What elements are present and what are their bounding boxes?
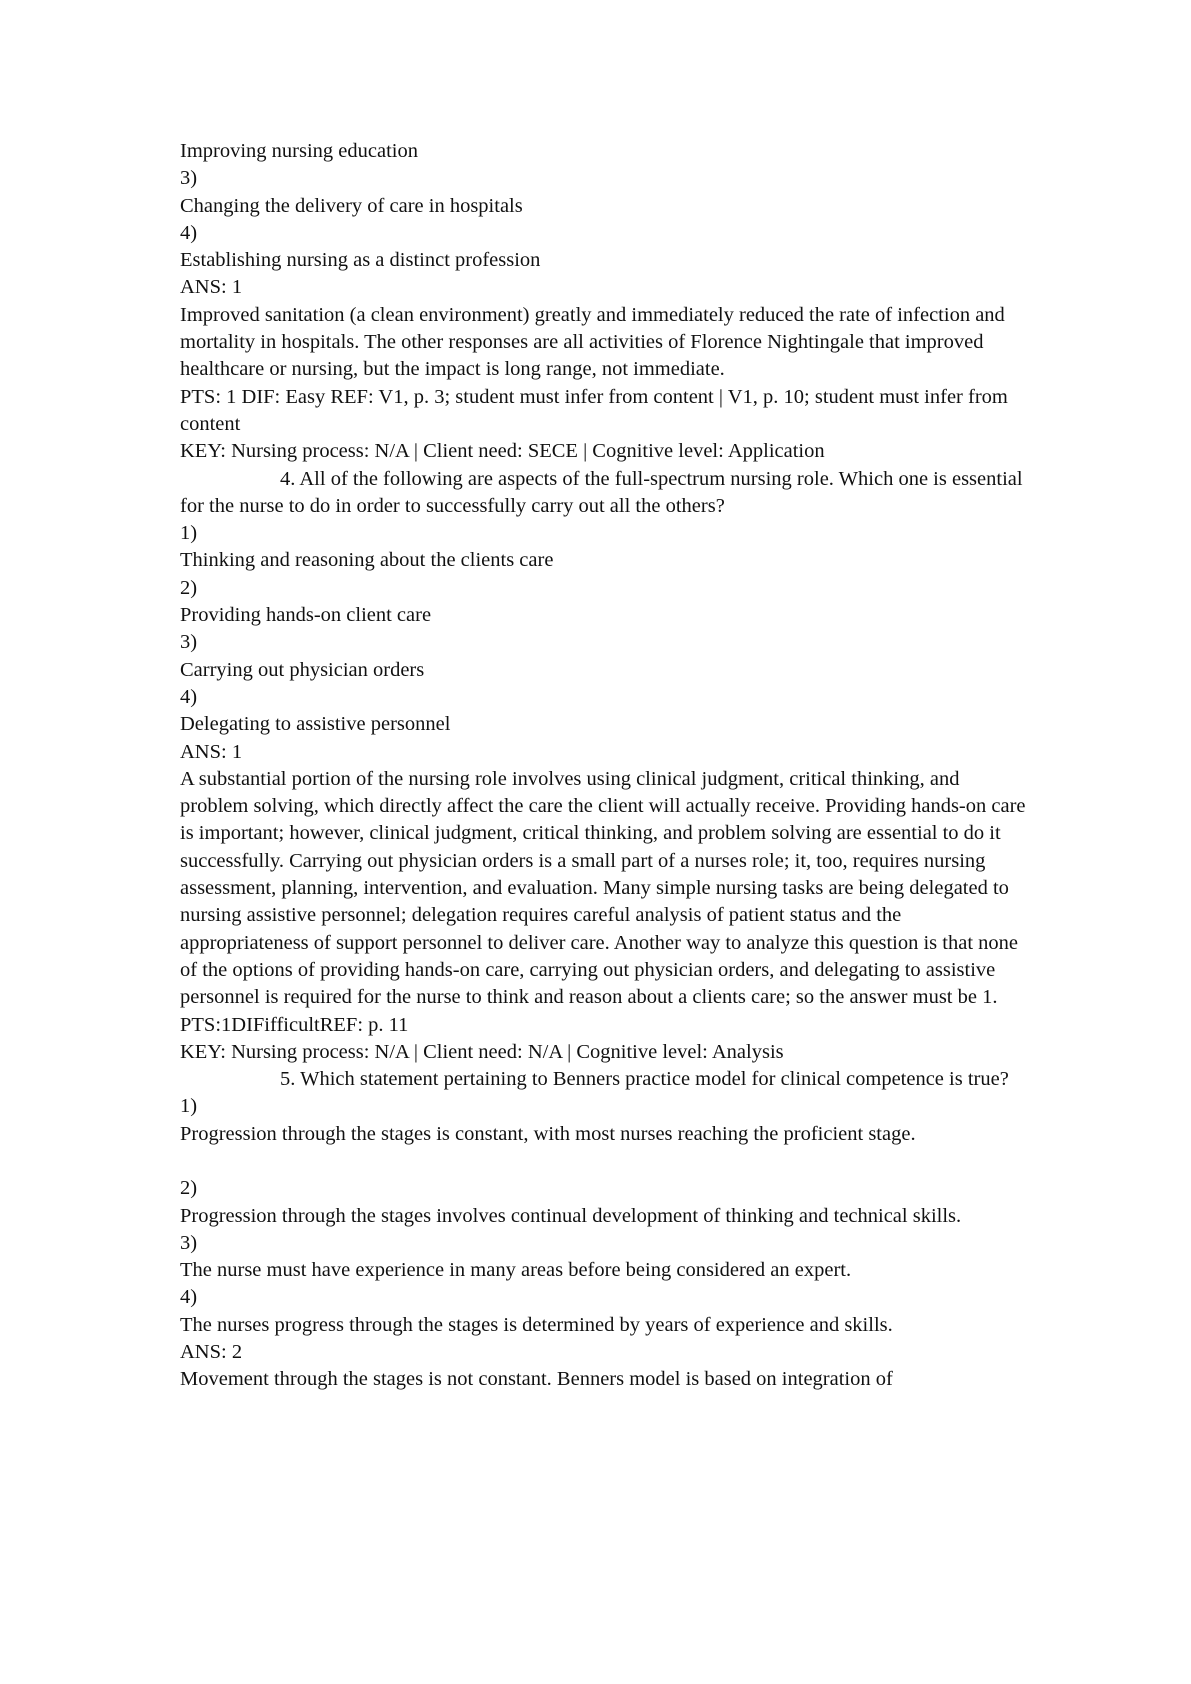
q5-stem: 5. Which statement pertaining to Benners practice model for clinical competence is true? [280,1068,1009,1091]
blank-line [180,1148,1030,1175]
q3-option-2-text: Improving nursing education [180,140,418,162]
q5-option-1-number: 1) [180,1095,198,1118]
q5-rationale-start: Movement through the stages is not constant. Benners model is based on integration of [180,1368,893,1391]
q5-option-4-text: The nurses progress through the stages is determined by years of experience and skills. [180,1313,893,1336]
q5-answer: ANS: 2 [180,1341,243,1364]
q3-option-4-number: 4) [180,221,198,244]
q4-option-4-text: Delegating to assistive personnel [180,713,451,736]
q4-answer: ANS: 1 [180,740,243,763]
document-page [180,138,1030,1394]
q3-rationale: Improved sanitation (a clean environment) greatly and immediately reduced the rate of infection and mortality in hospitals. The other responses are all activities of Florence Nightingale that improved healthcare or nursing, but the impact is long range, not immediate. [180,303,1005,381]
q5-option-2-text: Progression through the stages involves continual development of thinking and technical skills. [180,1204,962,1227]
q5-option-1-text: Progression through the stages is constant, with most nurses reaching the proficient stage. [180,1122,916,1145]
q4-rationale: A substantial portion of the nursing role involves using clinical judgment, critical thinking, and problem solving, which directly affect the care the client will actually receive. Providing hands-on care is important; however, clinical judgment, critical thinking, and problem solving are essential to do it successfully. Carrying out physician orders is a small part of a nurses role; it, too, requires nursing assessment, planning, intervention, and evaluation. Many simple nursing tasks are being delegated to nursing assistive personnel; delegation requires careful analysis of patient status and the appropriateness of support personnel to deliver care. Another way to analyze this question is that none of the options of providing hands-on care, carrying out physician orders, and delegating to assistive personnel is required for the nurse to think and reason about a clients care; so the answer must be 1. [180,767,1026,1009]
q3-key-line: KEY: Nursing process: N/A | Client need: SECE | Cognitive level: Application [180,440,825,463]
q4-key-line: KEY: Nursing process: N/A | Client need: N/A | Cognitive level: Analysis [180,1040,784,1063]
q3-option-3-number: 3) [180,167,198,190]
q4-option-1-number: 1) [180,522,198,545]
q3-answer: ANS: 1 [180,276,243,299]
q5-option-3-text: The nurse must have experience in many areas before being considered an expert. [180,1259,852,1282]
q4-option-4-number: 4) [180,685,198,708]
q4-option-3-number: 3) [180,631,198,654]
q4-option-1-text: Thinking and reasoning about the clients care [180,549,554,572]
q4-option-3-text: Carrying out physician orders [180,658,425,681]
q3-option-3-text: Changing the delivery of care in hospitals [180,194,523,217]
q4-pts-line: PTS:1DIFifficultREF: p. 11 [180,1013,409,1036]
q5-option-3-number: 3) [180,1231,198,1254]
q4-stem: 4. All of the following are aspects of the full-spectrum nursing role. Which one is essential for the nurse to do in order to successfully carry out all the others? [180,467,1023,517]
q3-option-4-text: Establishing nursing as a distinct profession [180,249,541,272]
q5-option-2-number: 2) [180,1177,198,1200]
q4-option-2-number: 2) [180,576,198,599]
q5-option-4-number: 4) [180,1286,198,1309]
q4-option-2-text: Providing hands-on client care [180,604,432,627]
q3-pts-line: PTS: 1 DIF: Easy REF: V1, p. 3; student must infer from content | V1, p. 10; student must infer from content [180,385,1008,435]
